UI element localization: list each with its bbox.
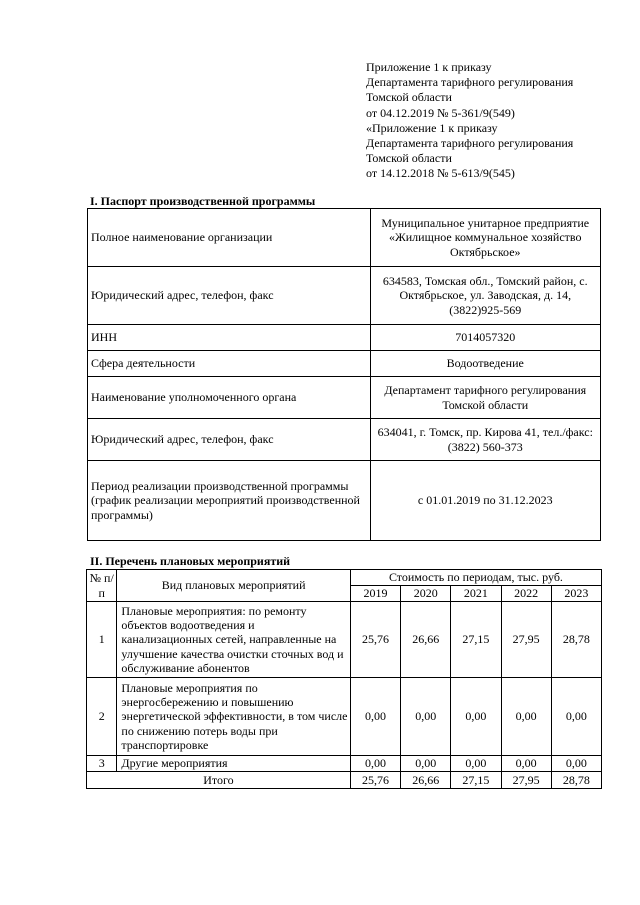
col-cost-header: Стоимость по периодам, тыс. руб.: [350, 570, 601, 586]
row-label: Период реализации производственной программы (график реализации мероприятий производственной программы): [88, 461, 371, 541]
table-row: [87, 756, 602, 772]
row-label: Наименование уполномоченного органа: [88, 377, 371, 419]
row-label: Юридический адрес, телефон, факс: [88, 419, 371, 461]
table-row: [88, 461, 601, 541]
row-label: Полное наименование организации: [88, 209, 371, 267]
row-value: 7014057320: [370, 325, 600, 351]
row-value: 25,76: [350, 602, 400, 678]
row-value: 0,00: [501, 678, 551, 756]
row-label: Сфера деятельности: [88, 351, 371, 377]
row-value: Департамент тарифного регулирования Томской области: [370, 377, 600, 419]
row-value: Муниципальное унитарное предприятие «Жилищное коммунальное хозяйство Октябрьское»: [370, 209, 600, 267]
total-value: 26,66: [401, 772, 451, 789]
row-name: Другие мероприятия: [117, 756, 350, 772]
row-name: Плановые мероприятия по энергосбережению и повышению энергетической эффективности, в том числе по снижению потерь воды при транспортировке: [117, 678, 350, 756]
col-kind-header: Вид плановых мероприятий: [117, 570, 350, 602]
header-line: Департамента тарифного регулирования: [366, 75, 574, 90]
total-value: 28,78: [551, 772, 601, 789]
section1-title: I. Паспорт производственной программы: [90, 194, 316, 208]
header-line: «Приложение 1 к приказу: [366, 120, 498, 135]
total-value: 27,15: [451, 772, 501, 789]
table-row: [87, 602, 602, 678]
row-name: Плановые мероприятия: по ремонту объектов водоотведения и канализационных сетей, направленные на улучшение качества очистки сточных вод и обслуживание абонентов: [117, 602, 350, 678]
row-value: Водоотведение: [370, 351, 600, 377]
table-row: [88, 351, 601, 377]
plan-table: [86, 569, 602, 789]
row-value: 0,00: [501, 756, 551, 772]
total-row: [87, 772, 602, 789]
row-value: 0,00: [551, 678, 601, 756]
header-line: Томской области: [366, 151, 452, 166]
header-line: Томской области: [366, 90, 452, 105]
row-value: 634583, Томская обл., Томский район, с. Октябрьское, ул. Заводская, д. 14, (3822)925-569: [370, 267, 600, 325]
total-label: Итого: [87, 772, 351, 789]
row-value: 634041, г. Томск, пр. Кирова 41, тел./факс: (3822) 560-373: [370, 419, 600, 461]
row-num: 3: [87, 756, 117, 772]
table-row: [88, 377, 601, 419]
table-row: [88, 209, 601, 267]
row-num: 1: [87, 602, 117, 678]
year-header: 2023: [551, 586, 601, 602]
total-value: 25,76: [350, 772, 400, 789]
row-num: 2: [87, 678, 117, 756]
row-label: ИНН: [88, 325, 371, 351]
row-value: 0,00: [401, 678, 451, 756]
header-line: от 14.12.2018 № 5-613/9(545): [366, 166, 515, 181]
row-value: 27,95: [501, 602, 551, 678]
row-value: 0,00: [350, 756, 400, 772]
header-line: Приложение 1 к приказу: [366, 60, 492, 74]
order-reference-block: [366, 60, 626, 182]
section2-title: II. Перечень плановых мероприятий: [90, 554, 291, 568]
table-row: [88, 267, 601, 325]
row-value: 0,00: [350, 678, 400, 756]
header-line: от 04.12.2019 № 5-361/9(549): [366, 105, 515, 120]
row-value: с 01.01.2019 по 31.12.2023: [370, 461, 600, 541]
header-line: Департамента тарифного регулирования: [366, 136, 574, 151]
row-value: 0,00: [451, 678, 501, 756]
table-header-row: [87, 570, 602, 586]
table-row: [88, 419, 601, 461]
col-num-header: № п/п: [87, 570, 117, 602]
row-label: Юридический адрес, телефон, факс: [88, 267, 371, 325]
row-value: 0,00: [401, 756, 451, 772]
table-row: [87, 678, 602, 756]
total-value: 27,95: [501, 772, 551, 789]
row-value: 0,00: [451, 756, 501, 772]
year-header: 2019: [350, 586, 400, 602]
passport-table: [87, 208, 601, 541]
row-value: 0,00: [551, 756, 601, 772]
year-header: 2021: [451, 586, 501, 602]
row-value: 28,78: [551, 602, 601, 678]
table-row: [88, 325, 601, 351]
year-header: 2020: [401, 586, 451, 602]
row-value: 27,15: [451, 602, 501, 678]
row-value: 26,66: [401, 602, 451, 678]
year-header: 2022: [501, 586, 551, 602]
